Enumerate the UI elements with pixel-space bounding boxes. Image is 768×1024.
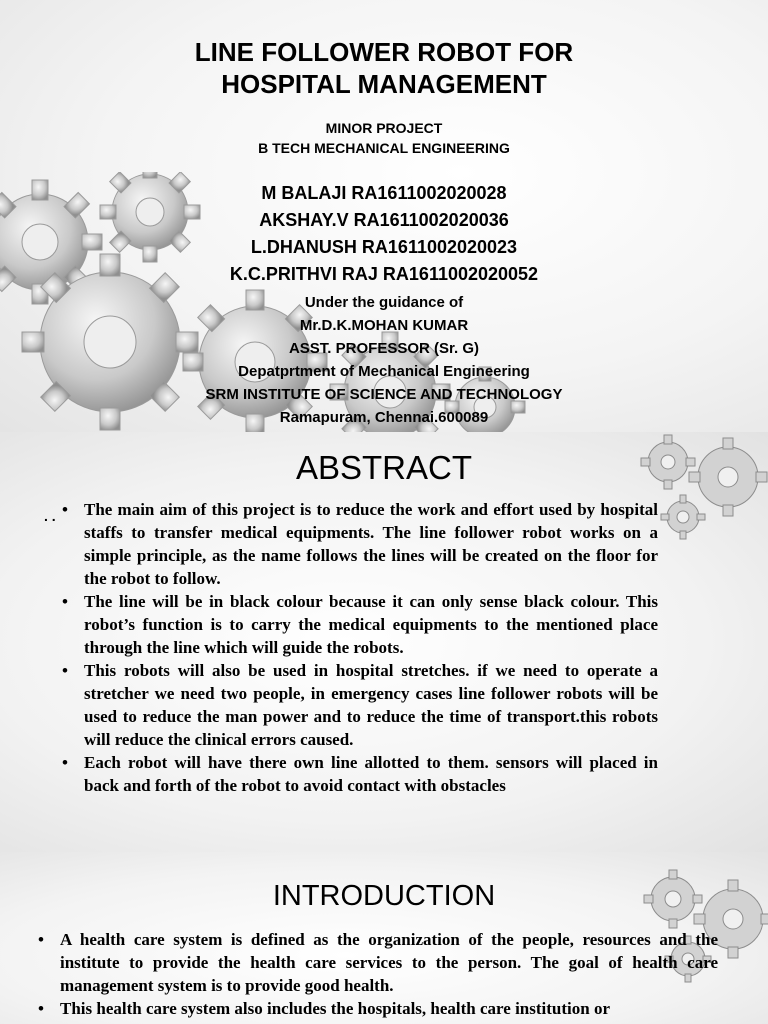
guidance-block	[0, 291, 768, 429]
title-slide-title	[0, 36, 768, 100]
abstract-bullet-list	[60, 498, 658, 797]
guidance-line: Depatprtment of Mechanical Engineering	[238, 363, 530, 380]
guidance-line: ASST. PROFESSOR (Sr. G)	[288, 340, 480, 357]
list-item	[36, 997, 718, 1020]
bullet-icon: •	[62, 592, 68, 611]
bullet-text: Each robot will have there own line allotted to them. sensors will placed in back and forth of the robot to avoid contact with obstacles	[84, 753, 658, 795]
list-item	[60, 659, 658, 751]
student-name: L.DHANUSH RA1611002020023	[250, 237, 518, 257]
abstract-heading: ABSTRACT	[295, 449, 473, 486]
list-item	[60, 498, 658, 590]
list-item	[60, 751, 658, 797]
guidance-line: Mr.D.K.MOHAN KUMAR	[299, 317, 469, 334]
bullet-icon: •	[38, 999, 44, 1018]
title-line-2: HOSPITAL MANAGEMENT	[221, 69, 547, 99]
list-item	[60, 590, 658, 659]
bullet-icon: •	[38, 930, 44, 949]
bullet-text: A health care system is defined as the organization of the people, resources and the institute to provide the health care services to the person. The goal of health care management system is to provide good health.	[60, 930, 718, 995]
list-item	[36, 928, 718, 997]
bullet-text: This health care system also includes the hospitals, health care institution or	[60, 999, 611, 1018]
student-list	[0, 180, 768, 288]
introduction-bullet-list	[36, 928, 718, 1020]
stray-mark: . .	[44, 508, 56, 524]
introduction-heading: INTRODUCTION	[272, 880, 496, 912]
bullet-icon: •	[62, 753, 68, 772]
bullet-text: The line will be in black colour because it can only sense black colour. This robot’s function is to carry the medical equipments to the mentioned place through the line which will guide the robots.	[84, 592, 658, 657]
bullet-icon: •	[62, 500, 68, 519]
bullet-text: This robots will also be used in hospital stretches. if we need to operate a stretcher we need two people, in emergency cases line follower robots will be used to reduce the man power and to reduce the time of transport.this robots will reduce the clinical errors caused.	[84, 661, 658, 749]
bullet-icon: •	[62, 661, 68, 680]
program-name: B TECH MECHANICAL ENGINEERING	[258, 140, 510, 156]
project-type: MINOR PROJECT	[325, 120, 443, 136]
title-slide	[0, 0, 768, 432]
guidance-line: Ramapuram, Chennai.600089	[279, 409, 489, 426]
project-subtitle	[0, 118, 768, 158]
student-name: AKSHAY.V RA1611002020036	[259, 210, 509, 230]
student-name: M BALAJI RA1611002020028	[261, 183, 507, 203]
bullet-text: The main aim of this project is to reduce the work and effort used by hospital staffs to transfer medical equipments. The line follower robot works on a simple principle, as the name follows the lines will be created on the floor for the robot to follow.	[84, 500, 658, 588]
guidance-line: Under the guidance of	[304, 294, 464, 311]
student-name: K.C.PRITHVI RAJ RA1611002020052	[229, 264, 539, 284]
guidance-line: SRM INSTITUTE OF SCIENCE AND TECHNOLOGY	[205, 386, 563, 403]
title-line-1: LINE FOLLOWER ROBOT FOR	[194, 37, 574, 67]
